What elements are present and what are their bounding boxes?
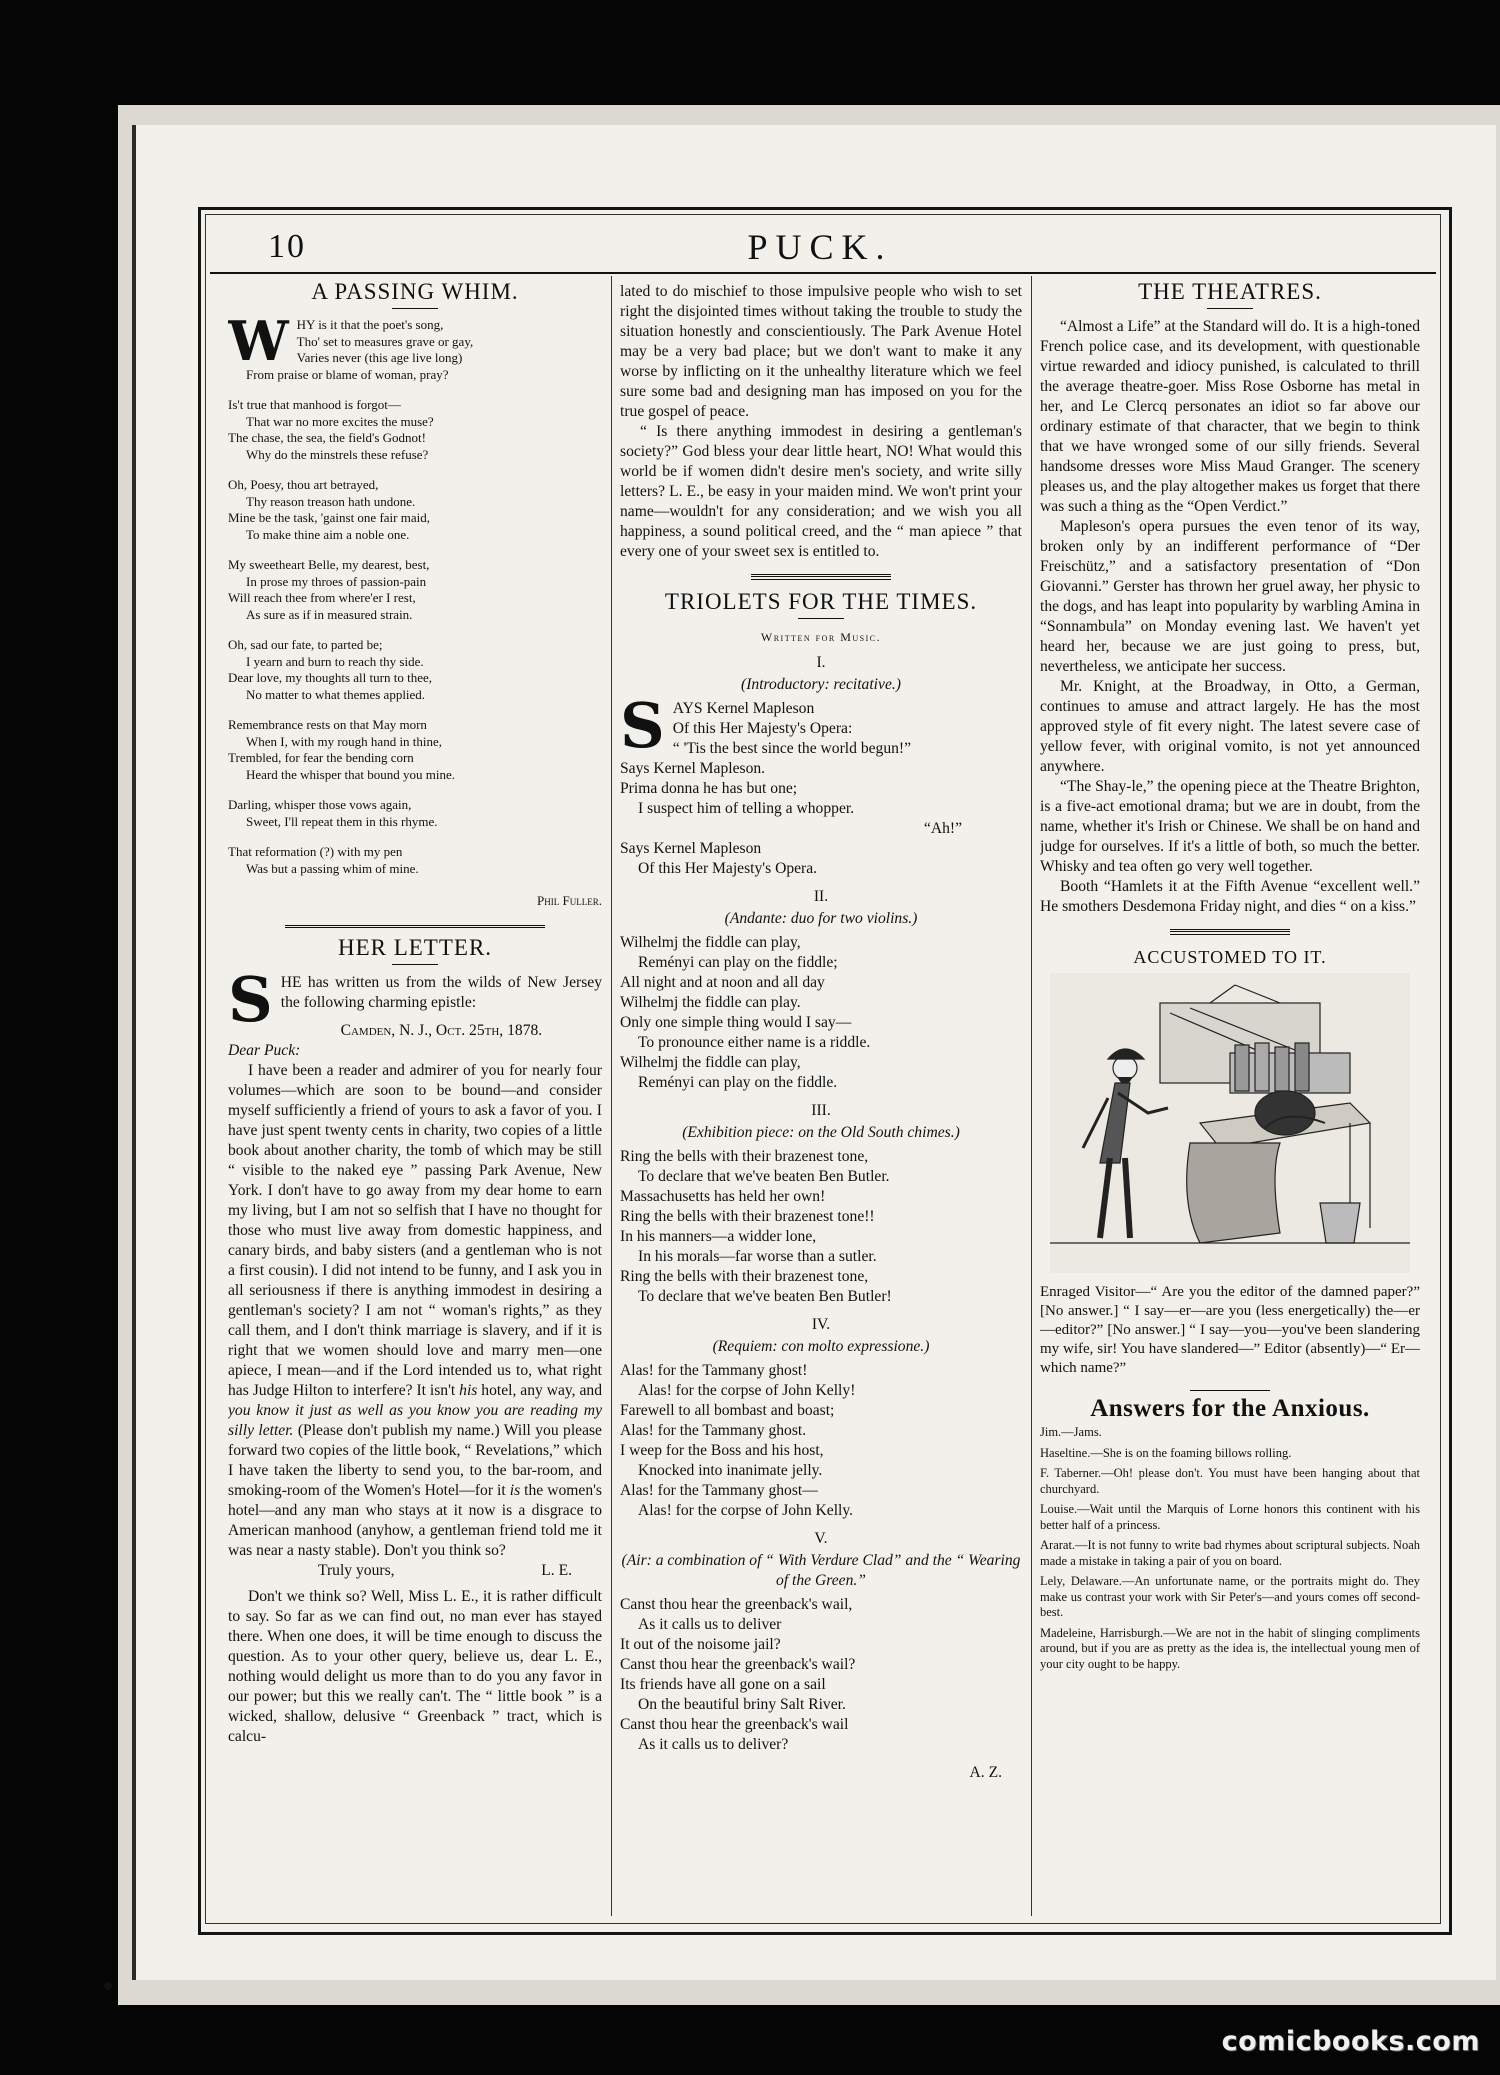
- poem-body: [228, 309, 602, 877]
- poem-line: From praise or blame of woman, pray?: [246, 366, 449, 382]
- triolet-instruction: (Air: a combination of “ With Verdure Clad” and the “ Wearing of the Green.”: [621, 1552, 1021, 1589]
- triolet-line: AYS Kernel Mapleson: [672, 700, 815, 717]
- triolet-instruction: (Introductory: recitative.): [741, 676, 901, 693]
- triolet-line: To declare that we've beaten Ben Butler.: [638, 1168, 890, 1185]
- poem-stanza: [228, 309, 602, 383]
- poem-line: Varies never (this age live long): [296, 350, 463, 365]
- triolet-instruction: (Exhibition piece: on the Old South chimes.): [682, 1124, 960, 1141]
- triolet-line: I suspect him of telling a whopper.: [638, 800, 855, 817]
- poem-line: I yearn and burn to reach thy side.: [246, 653, 424, 669]
- triolet-line: Ring the bells with their brazenest tone!!: [620, 1208, 875, 1225]
- poem-stanza: [228, 557, 602, 623]
- editor-reply-continued: lated to do mischief to those impulsive people who wish to set right the disjointed times without taking the trouble to study the situation honestly and conscientiously. The Park Avenue Hotel may be a very bad place; but we don't want to make it any worse by inflicting on it the unhealthy literature which we feel sure some bad and designing man has imposed on you for the true gospel of peace.: [620, 283, 1022, 420]
- poem-line: Tho' set to measures grave or gay,: [296, 333, 474, 349]
- poem-title: TRIOLETS FOR THE TIMES.: [664, 589, 978, 614]
- triolet-line: “ 'Tis the best since the world begun!”: [672, 740, 912, 757]
- triolet-line: Alas! for the corpse of John Kelly.: [638, 1502, 854, 1519]
- answers-list: [1040, 1425, 1420, 1672]
- letter-closing: Truly yours, L. E.: [318, 1562, 572, 1579]
- poem-line: Remembrance rests on that May morn: [228, 717, 427, 732]
- cartoon-accustomed: [1040, 947, 1420, 1378]
- poem-line: As sure as if in measured strain.: [246, 606, 413, 622]
- poem-line: Oh, sad our fate, to parted be;: [228, 637, 383, 652]
- triolet-line: Says Kernel Mapleson: [620, 840, 762, 857]
- drop-cap: S: [620, 689, 665, 762]
- poem-signature: Phil Fuller.: [537, 893, 602, 908]
- poem-stanza: [228, 477, 602, 543]
- triolet-line: Its friends have all gone on a sail: [620, 1676, 826, 1693]
- triolet-line: Canst thou hear the greenback's wail: [620, 1716, 849, 1733]
- column-3: [1040, 282, 1420, 1677]
- title-rule: [798, 618, 844, 619]
- poem-line: Dear love, my thoughts all turn to thee,: [228, 670, 432, 685]
- poem-triolets: [620, 589, 1022, 1783]
- answer-item: Louise.—Wait until the Marquis of Lorne honors this continent with his better half of a princess.: [1040, 1502, 1420, 1532]
- theatres-paragraph: Booth “Hamlets it at the Fifth Avenue “excellent well.” He smothers Desdemona Friday night, and dies “ on a kiss.”: [1040, 878, 1420, 915]
- theatres-paragraph: Mr. Knight, at the Broadway, in Otto, a German, continues to amuse and attract largely. He has the most approved style of fit every night. The latest severe case of yellow fever, with original vomito, is not yet announced anywhere.: [1040, 678, 1420, 775]
- triolet-stanza: [620, 933, 1022, 1093]
- poem-line: To make thine aim a noble one.: [246, 526, 410, 542]
- poem-stanza: [228, 797, 602, 830]
- poem-line: That reformation (?) with my pen: [228, 844, 403, 859]
- poem-line: That war no more excites the muse?: [246, 413, 434, 429]
- answer-item: Ararat.—It is not funny to write bad rhymes about scriptural subjects. Noah made a mistake in taking a pair of you on board.: [1040, 1538, 1420, 1568]
- triolet-number: II.: [813, 888, 829, 905]
- watermark: comicbooks.com: [1221, 2026, 1480, 2057]
- poem-line: Trembled, for fear the bending corn: [228, 750, 414, 765]
- triolet-stanza: [620, 1361, 1022, 1521]
- drop-cap: W: [228, 309, 289, 373]
- masthead: PUCK.: [747, 227, 893, 267]
- triolet-line: Canst thou hear the greenback's wail,: [620, 1596, 853, 1613]
- triolet-line: Alas! for the Tammany ghost—: [620, 1482, 818, 1499]
- poem-signature: A. Z.: [969, 1764, 1002, 1781]
- triolet-number: I.: [816, 654, 826, 671]
- theatres-paragraph: “The Shay-le,” the opening piece at the Theatre Brighton, is a five-act emotional drama; but we are in doubt, from the name, whether it's Irish or Chinese. We shall be on hand and judge for ourselves. If it's a little of both, so much the better. Whisky and tea often go very well together.: [1040, 778, 1420, 875]
- triolet-line: Alas! for the Tammany ghost!: [620, 1362, 808, 1379]
- poem-line: No matter to what themes applied.: [246, 686, 426, 702]
- poem-line: Sweet, I'll repeat them in this rhyme.: [246, 813, 438, 829]
- triolet-line: Prima donna he has but one;: [620, 780, 798, 797]
- article-her-letter: [228, 935, 602, 1747]
- triolet-line: As it calls us to deliver?: [638, 1736, 789, 1753]
- section-divider: [285, 925, 545, 928]
- triolet-instruction: (Requiem: con molto expressione.): [712, 1338, 930, 1355]
- letter-body: I have been a reader and admirer of you for nearly four volumes—which are soon to be bound—and consider myself sufficiently a friend of yours to ask a favor of you. I have just spent twenty cents in charity, two copies of a little book about another charity, the tomb of which may be still “ visible to the naked eye ” passing Park Avenue, New York. I don't have to go away from my dear home to earn my living, but I am not so selfish that I have no thought for those who must live away from domestic happiness, and canary birds, and baby sisters (and a gentleman who is not a first cousin). I did not intend to be funny, and I ask you in all seriousness if there is anything immodest in desiring a gentleman's society? I am not “ woman's rights,” as they call them, and I don't think marriage is slavery, and if it is right that we women should love and marry men—one apiece, I mean—and if the Lord intended us to, what right has Judge Hilton to interfere? It isn't his hotel, any way, and you know it just as well as you know you are reading my silly letter. (Please don't publish my name.) Will you please forward two copies of the little book, “ Revelations,” which I have taken the liberty to send you, to the bar-room, and smoking-room of the Women's Hotel—for it is the women's hotel—and any man who stays at it now is a disgrace to American manhood (anyhow, a gentleman friend told me it was near a nasty stable). Don't you think so?: [228, 1062, 602, 1559]
- poem-line: Is't true that manhood is forgot—: [228, 397, 401, 412]
- poem-stanza: [228, 717, 602, 783]
- cartoon-caption: Enraged Visitor—“ Are you the editor of the damned paper?” [No answer.] “ I say—er—are you (less energetically) the—er—editor?” [No answer.] “ I say—you—you've been slandering my wife, sir! You have slandered—” Editor (absently)—“ Er—which name?”: [1040, 1284, 1420, 1376]
- triolet-stanza: [620, 1595, 1022, 1755]
- poem-stanza: [228, 637, 602, 703]
- title-rule: [392, 308, 438, 309]
- cartoon-title: ACCUSTOMED TO IT.: [1133, 947, 1327, 967]
- drop-cap: S: [228, 963, 273, 1036]
- poem-passing-whim: [228, 282, 602, 911]
- poem-line: Thy reason treason hath undone.: [246, 493, 416, 509]
- triolet-line: “Ah!”: [923, 820, 962, 837]
- article-title: THE THEATRES.: [1138, 282, 1322, 304]
- letter-intro: HE has written us from the wilds of New Jersey the following charming epistle:: [280, 974, 602, 1011]
- triolet-number: IV.: [811, 1316, 831, 1333]
- letter-dateline: Camden, N. J., Oct. 25th, 1878.: [340, 1022, 543, 1039]
- triolet-line: Ring the bells with their brazenest tone,: [620, 1268, 869, 1285]
- triolet-line: Canst thou hear the greenback's wail?: [620, 1656, 856, 1673]
- triolet-line: On the beautiful briny Salt River.: [638, 1696, 846, 1713]
- cartoon-illustration: [1050, 973, 1410, 1273]
- triolet-line: Reményi can play on the fiddle;: [638, 954, 838, 971]
- triolet-line: Ring the bells with their brazenest tone,: [620, 1148, 869, 1165]
- article-theatres: [1040, 282, 1420, 917]
- triolet-line: Massachusetts has held her own!: [620, 1188, 826, 1205]
- section-divider: [751, 574, 891, 580]
- triolet-line: Of this Her Majesty's Opera.: [638, 860, 818, 877]
- theatres-paragraph: “Almost a Life” at the Standard will do. It is a high-toned French police case, and its development, with questionable virtue rewarded and idiocy punished, is calculated to thrill the average theatre-goer. Miss Rose Osborne has metal in her, and Le Clercq personates an idiot so far above our ordinary estimate of that character, that we begin to think that we have wronged some of our silly friends. Several handsome dresses wore Miss Maud Granger. The scenery pleases us, and the play altogether makes us forget that there was such a thing as the “Open Verdict.”: [1040, 318, 1420, 515]
- triolet-line: Wilhelmj the fiddle can play.: [620, 994, 801, 1011]
- column-rule-1: [611, 276, 612, 1916]
- poem-line: The chase, the sea, the field's Godnot!: [228, 430, 426, 445]
- triolet-line: Wilhelmj the fiddle can play,: [620, 1054, 801, 1071]
- triolet-number: III.: [811, 1102, 831, 1119]
- poem-line: HY is it that the poet's song,: [296, 317, 444, 332]
- answer-item: Jim.—Jams.: [1040, 1425, 1102, 1439]
- editor-reply: Don't we think so? Well, Miss L. E., it is rather difficult to say. So far as we can find out, no man ever has stayed there. When one does, it will be time enough to discuss the question. As to your other query, believe us, dear L. E., nothing would delight us more than to do you any favor in our power; but this we really can't. The “ little book ” is a wicked, shallow, delusive “ Greenback ” tract, which is calcu-: [228, 1588, 602, 1745]
- answer-item: Lely, Delaware.—An unfortunate name, or the portraits might do. They make us contrast your work with Sir Peter's—and yours comes off second-best.: [1040, 1574, 1420, 1619]
- poem-line: Darling, whisper those vows again,: [228, 797, 412, 812]
- poem-stanza: [228, 397, 602, 463]
- poem-stanza: [228, 844, 602, 877]
- poem-line: In prose my throes of passion-pain: [246, 573, 427, 589]
- triolet-line: Wilhelmj the fiddle can play,: [620, 934, 801, 951]
- poem-subtitle: Written for Music.: [760, 630, 882, 644]
- triolets-body: [620, 653, 1022, 1755]
- theatres-paragraph: Mapleson's opera pursues the even tenor of its way, broken only by an indifferent performance of “Der Freischütz,” and a satisfactory presentation of “Don Giovanni.” Gerster has thrown her gruel away, her physic to the dogs, and has leapt into popularity by warbling Amina in “Sonnambula” on Monday evening last. We haven't yet heard her, because we are just going to press, but, nevertheless, we anticipate her success.: [1040, 518, 1420, 675]
- section-divider: [1190, 1390, 1270, 1391]
- triolet-line: As it calls us to deliver: [638, 1616, 782, 1633]
- poem-line: Mine be the task, 'gainst one fair maid,: [228, 510, 430, 525]
- answer-item: Madeleine, Harrisburgh.—We are not in the habit of slinging compliments around, but if you are as pretty as the idea is, the intellectual young men of your city ought to be happy.: [1040, 1625, 1420, 1671]
- triolet-line: It out of the noisome jail?: [620, 1636, 781, 1653]
- poem-title: A PASSING WHIM.: [311, 282, 519, 304]
- article-title: HER LETTER.: [337, 935, 493, 960]
- column-rule-2: [1031, 276, 1032, 1916]
- section-divider: [1170, 929, 1290, 935]
- poem-line: Will reach thee from where'er I rest,: [228, 590, 416, 605]
- triolet-line: To pronounce either name is a riddle.: [638, 1034, 871, 1051]
- triolet-stanza: [620, 689, 1022, 879]
- triolet-line: Says Kernel Mapleson.: [620, 760, 766, 777]
- triolet-instruction: (Andante: duo for two violins.): [724, 910, 918, 927]
- header-rule: [210, 272, 1436, 274]
- page-number: 10: [268, 228, 306, 265]
- triolet-line: Alas! for the corpse of John Kelly!: [638, 1382, 856, 1399]
- column-1: [228, 282, 602, 1747]
- poem-line: When I, with my rough hand in thine,: [246, 733, 443, 749]
- triolet-line: In his morals—far worse than a sutler.: [638, 1248, 877, 1265]
- triolet-line: In his manners—a widder lone,: [620, 1228, 817, 1245]
- answer-item: F. Taberner.—Oh! please don't. You must have been hanging about that churchyard.: [1040, 1466, 1420, 1496]
- letter-salutation: Dear Puck:: [228, 1042, 301, 1059]
- triolet-line: Reményi can play on the fiddle.: [638, 1074, 838, 1091]
- answers-section: [1040, 1395, 1420, 1672]
- poem-line: Oh, Poesy, thou art betrayed,: [228, 477, 379, 492]
- triolet-line: I weep for the Boss and his host,: [620, 1442, 824, 1459]
- poem-line: My sweetheart Belle, my dearest, best,: [228, 557, 430, 572]
- poem-line: Why do the minstrels these refuse?: [246, 446, 429, 462]
- title-rule: [1207, 308, 1253, 309]
- triolet-number: V.: [814, 1530, 828, 1547]
- editor-reply-2: “ Is there anything immodest in desiring a gentleman's society?” God bless your dear little heart, NO! What would this world be if women didn't desire men's society, and write silly letters? L. E., be easy in your maiden mind. We won't print your name—wouldn't for any consideration; and we wish you all happiness, a sound political creed, and the “ man apiece ” that every one of your sweet sex is entitled to.: [620, 423, 1022, 560]
- triolet-stanza: [620, 1147, 1022, 1307]
- triolet-line: Only one simple thing would I say—: [620, 1014, 852, 1031]
- answers-title: Answers for the Anxious.: [1090, 1395, 1370, 1422]
- title-rule: [392, 964, 438, 965]
- answer-item: Haseltine.—She is on the foaming billows rolling.: [1040, 1445, 1292, 1460]
- poem-line: Was but a passing whim of mine.: [246, 860, 419, 876]
- triolet-line: Of this Her Majesty's Opera:: [672, 720, 853, 737]
- triolet-line: Knocked into inanimate jelly.: [638, 1462, 823, 1479]
- triolet-line: All night and at noon and all day: [620, 974, 825, 991]
- scan-speck: [104, 1982, 112, 1990]
- column-2: [620, 282, 1022, 1783]
- poem-line: Heard the whisper that bound you mine.: [246, 766, 456, 782]
- triolet-line: Farewell to all bombast and boast;: [620, 1402, 835, 1419]
- triolet-line: To declare that we've beaten Ben Butler!: [638, 1288, 892, 1305]
- triolet-line: Alas! for the Tammany ghost.: [620, 1422, 807, 1439]
